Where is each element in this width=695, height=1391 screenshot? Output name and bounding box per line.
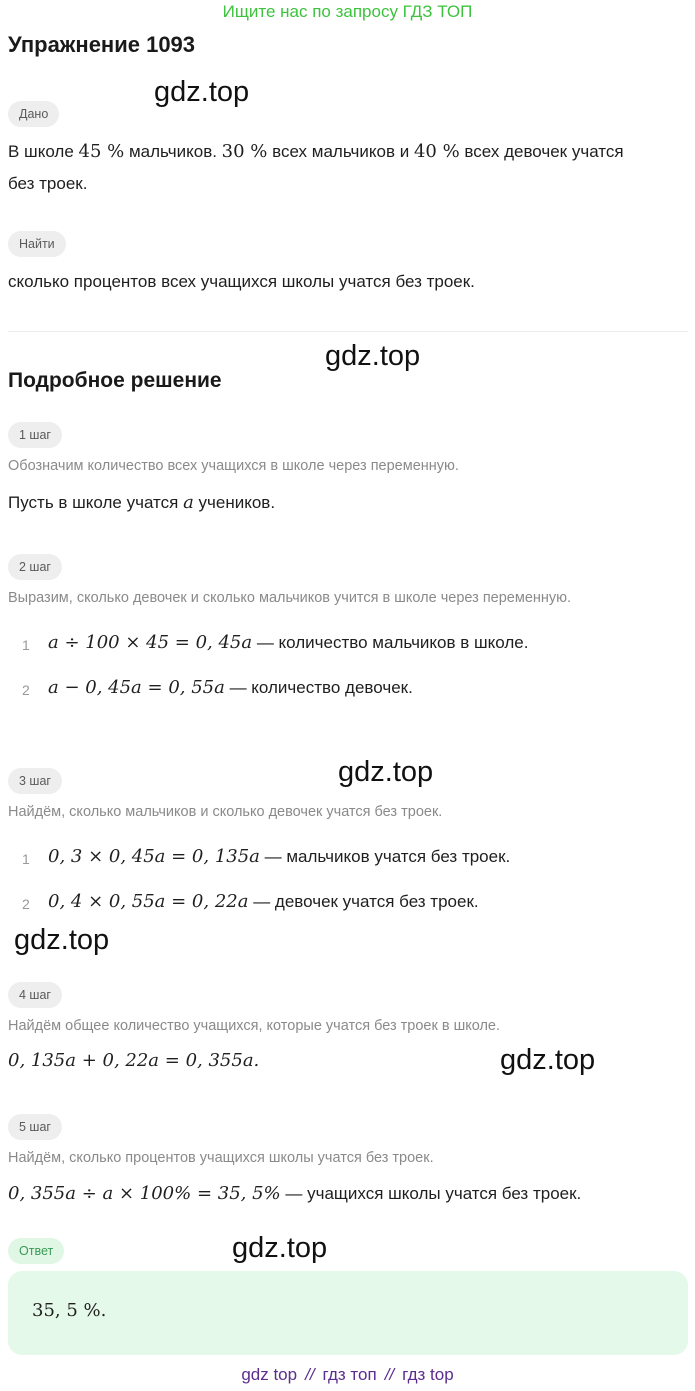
page-title: Упражнение 1093: [8, 32, 196, 57]
line-number: 2: [22, 682, 30, 698]
step-text-part: Пусть в школе учатся: [8, 493, 184, 512]
given-math-30: 30 %: [221, 141, 268, 162]
given-math-45: 45 %: [78, 141, 125, 162]
equation: 0, 135a + 0, 22a = 0, 355a.: [8, 1050, 260, 1071]
given-text-part: всех мальчиков и: [267, 142, 414, 161]
step-5-hint: Найдём, сколько процентов учащихся школы учатся без троек.: [8, 1150, 434, 1166]
step-1-math: a: [183, 492, 194, 513]
given-text-part: без троек.: [8, 174, 88, 193]
equation: a − 0, 45a = 0, 55a: [48, 677, 225, 698]
equation-note: — учащихся школы учатся без троек.: [280, 1184, 582, 1203]
step-5-badge: 5 шаг: [8, 1114, 62, 1140]
step-1-hint: Обозначим количество всех учащихся в школе через переменную.: [8, 458, 459, 474]
equation-note: — количество девочек.: [224, 678, 413, 697]
step-2-badge: 2 шаг: [8, 554, 62, 580]
step-4-hint: Найдём общее количество учащихся, которые учатся без троек в школе.: [8, 1018, 501, 1034]
footer-link-gdz-top-mixed[interactable]: гдз top: [402, 1365, 454, 1384]
given-text-part: мальчиков.: [124, 142, 222, 161]
footer-link-gdz-top[interactable]: gdz top: [241, 1365, 298, 1384]
equation: 0, 4 × 0, 55a = 0, 22a: [48, 891, 249, 912]
step-1-text: [8, 487, 678, 519]
step-4-line: [8, 1045, 678, 1077]
step-5-line: [8, 1178, 678, 1210]
footer-link-gdz-top-ru[interactable]: гдз топ: [322, 1365, 377, 1384]
find-badge: Найти: [8, 231, 66, 257]
step-2-hint: Выразим, сколько девочек и сколько мальчиков учится в школе через переменную.: [8, 590, 572, 606]
equation: 0, 3 × 0, 45a = 0, 135a: [48, 846, 260, 867]
line-number: 2: [22, 896, 30, 912]
given-badge: Дано: [8, 101, 59, 127]
watermark: gdz.top: [154, 76, 250, 108]
watermark: gdz.top: [500, 1044, 596, 1076]
section-divider: [8, 331, 688, 332]
step-3-badge: 3 шаг: [8, 768, 62, 794]
watermark: gdz.top: [232, 1232, 328, 1264]
watermark: gdz.top: [338, 756, 434, 788]
step-2-line-1: [48, 632, 528, 653]
given-math-40: 40 %: [413, 141, 460, 162]
equation: a ÷ 100 × 45 = 0, 45a: [48, 632, 253, 653]
equation-note: — мальчиков учатся без троек.: [259, 847, 511, 866]
watermark: gdz.top: [325, 340, 421, 372]
solution-title: Подробное решение: [8, 369, 222, 392]
step-3-hint: Найдём, сколько мальчиков и сколько девочек учатся без троек.: [8, 804, 443, 820]
answer-box: [8, 1271, 688, 1355]
step-3-line-1: [48, 846, 510, 867]
footer-separator: //: [305, 1365, 315, 1384]
equation-note: — количество мальчиков в школе.: [252, 633, 529, 652]
watermark: gdz.top: [14, 924, 110, 956]
equation-note: — девочек учатся без троек.: [248, 892, 479, 911]
find-text: сколько процентов всех учащихся школы учатся без троек.: [8, 272, 475, 291]
step-2-line-2: [48, 677, 413, 698]
step-4-badge: 4 шаг: [8, 982, 62, 1008]
footer-separator: //: [384, 1365, 395, 1384]
line-number: 1: [22, 851, 30, 867]
footer-links: [0, 1365, 695, 1385]
answer-badge: Ответ: [8, 1238, 64, 1264]
given-text: [8, 136, 678, 200]
given-text-part: В школе: [8, 142, 79, 161]
step-1-badge: 1 шаг: [8, 422, 62, 448]
equation: 0, 355a ÷ a × 100% = 35, 5%: [8, 1183, 281, 1204]
step-text-part: учеников.: [193, 493, 276, 512]
given-text-part: всех девочек учатся: [459, 142, 624, 161]
answer-value: 35, 5 %.: [32, 1300, 107, 1321]
search-banner: Ищите нас по запросу ГДЗ ТОП: [222, 2, 473, 21]
line-number: 1: [22, 637, 30, 653]
step-3-line-2: [48, 891, 479, 912]
